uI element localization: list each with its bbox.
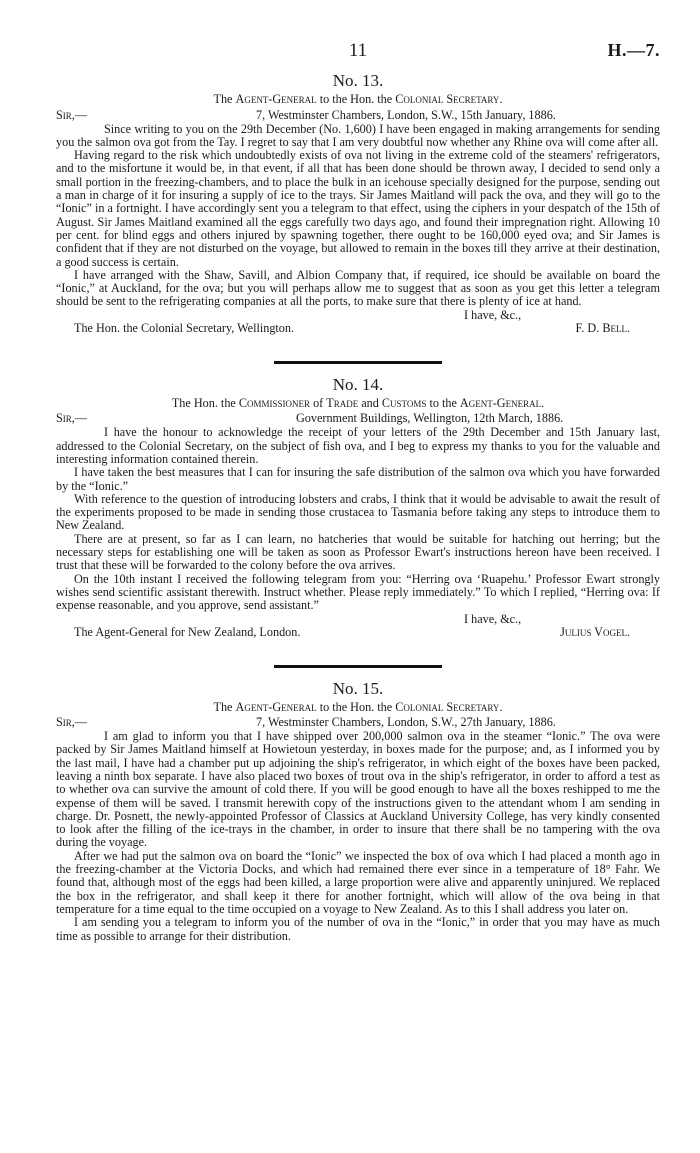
- sender-address: 7, Westminster Chambers, London, S.W., 15th January, 1886.: [256, 107, 556, 122]
- sender-address: 7, Westminster Chambers, London, S.W., 27th January, 1886.: [256, 715, 556, 730]
- sender-address: Government Buildings, Wellington, 12th March, 1886.: [296, 411, 564, 426]
- closing-row: [56, 613, 660, 626]
- salutation-address-row: [56, 412, 660, 426]
- letter-no-15: [56, 678, 660, 943]
- paragraph: Having regard to the risk which undoubtedly exists of ova not living in the extreme cold of the steamers' refrigerators, and to the misfortune it would be, in that event, if all that has been done should be thrown away, I decided to send only a small portion in the freezing-chambers, and to place the bulk in an icehouse specially designed for the purpose, sending out a man in charge of it for insuring a supply of ice to the trays. Sir James Maitland will pack the ova, and they will go to the “Ionic” in a fortnight. I have accordingly sent you a telegram to that effect, using the ciphers in your despatch of the 15th of August. Sir James Maitland examined all the eggs carefully two days ago, and found their impregnation right. Allowing 10 per cent. for blind eggs and others injured by spawning together, there ought to be 160,000 eyed ova; and Sir James is confident that if they are not disturbed on the voyage, but allowed to remain in the boxes till they arrive at their destination, a good success is certain.: [56, 148, 660, 269]
- letter-heading: The Agent-General to the Hon. the Colonial Secretary.: [213, 92, 503, 107]
- closing: I have, &c.,: [464, 611, 522, 626]
- paragraph: I am glad to inform you that I have shipped over 200,000 salmon ova in the steamer “Ionic.” The ova were packed by Sir James Maitland himself at Howietoun yesterday, in boxes made for the purpose; and, as I informed you by the last mail, I have had a chamber put up adjoining the ship's refrigerator, in which eight of the boxes have been packed, leaving a ninth box separate. I have also placed two boxes of trout ova in the ship's refrigerator, in order to afford a test as to whether ova can survive the amount of cold there. If you will be good enough to have all the boxes reshipped to me the expense of them will be saved. I transmit herewith copy of the instructions given to the attendant whom I am sending in charge. Dr. Posnett, the newly-appointed Professor of Classics at Auckland University College, has very kindly consented to look after the filling of the ice-trays in the chamber, in order to insure that there shall be no tampering with the ova during the voyage.: [56, 729, 660, 850]
- paragraph: I am sending you a telegram to inform you of the number of ova in the “Ionic,” in order that you may have as much time as possible to arrange for their distribution.: [56, 915, 660, 943]
- paragraph: On the 10th instant I received the following telegram from you: “Herring ova ‘Ruapehu.’ Professor Ewart strongly wishes send scientific assistant therewith. Instruct whether. Please reply immediately.” To which I replied, “Herring ova: If expense reasonable, and you approve, send assistant.”: [56, 571, 660, 613]
- letter-no-13: [56, 71, 660, 335]
- section-divider: [274, 361, 442, 364]
- salutation: Sir,—: [56, 107, 88, 122]
- salutation: Sir,—: [56, 411, 88, 426]
- paragraph: With reference to the question of introducing lobsters and crabs, I think that it would be advisable to await the result of the experiments proposed to be made in sending those crustacea to Tasmania before taking any steps to introduce them to New Zealand.: [56, 491, 660, 533]
- document-reference: H.—7.: [607, 40, 660, 60]
- section-divider: [274, 665, 442, 668]
- page-number: 11: [348, 40, 368, 61]
- letter-heading: The Hon. the Commissioner of Trade and Customs to the Agent-General.: [171, 396, 545, 411]
- letter-number: No. 15.: [332, 678, 384, 698]
- addressee-row: [56, 322, 660, 335]
- signature: F. D. Bell.: [575, 320, 630, 335]
- page-header: [56, 40, 660, 70]
- salutation-address-row: [56, 716, 660, 730]
- paragraph: I have taken the best measures that I can for insuring the safe distribution of the salmon ova which you have forwarded by the “Ionic.”: [56, 465, 660, 493]
- addressee: The Hon. the Colonial Secretary, Wellington.: [74, 320, 295, 335]
- salutation: Sir,—: [56, 715, 88, 730]
- paragraph: There are at present, so far as I can learn, no hatcheries that would be suitable for hatching out herring; but the necessary steps for establishing one will be taken as soon as Professor Ewart's instructions hereon have been received. I trust that these will be forwarded to the colony before the ova arrives.: [56, 531, 660, 573]
- signature: Julius Vogel.: [560, 624, 630, 639]
- letter-number: No. 14.: [332, 374, 384, 394]
- paragraph: After we had put the salmon ova on board the “Ionic” we inspected the box of ova which I had placed a month ago in the freezing-chamber at the Victoria Docks, and which had remained there ever since in a temperature of 18° Fahr. We found that, although most of the eggs had been killed, a large proportion were alive and apparently uninjured. We replaced the box in the refrigerator, and shall keep it there for another fortnight, which will allow of the ova being in that temperature for a time equal to the time occupied on a voyage to New Zealand. As to this I shall address you later on.: [56, 848, 660, 916]
- paragraph: Since writing to you on the 29th December (No. 1,600) I have been engaged in making arrangements for sending you the salmon ova got from the Tay. I regret to say that I am very doubtful now whether any Rhine ova will come after all.: [56, 121, 660, 149]
- salutation-address-row: [56, 109, 660, 123]
- paragraph: I have arranged with the Shaw, Savill, and Albion Company that, if required, ice should be available on board the “Ionic,” at Auckland, for the ova; but you will perhaps allow me to suggest that as soon as you get this letter a telegram should be sent to the refrigerating companies at all the ports, to make sure that there is plenty of ice at hand.: [56, 267, 660, 309]
- closing-row: [56, 309, 660, 322]
- addressee-row: [56, 626, 660, 639]
- addressee: The Agent-General for New Zealand, London.: [74, 624, 301, 639]
- letter-heading: The Agent-General to the Hon. the Colonial Secretary.: [213, 699, 503, 714]
- letter-no-14: [56, 374, 660, 639]
- paragraph: I have the honour to acknowledge the receipt of your letters of the 29th December and 15th January last, addressed to the Colonial Secretary, on the subject of fish ova, and I beg to express my thanks to you for the valuable and interesting information contained therein.: [56, 425, 660, 466]
- letter-number: No. 13.: [332, 71, 384, 90]
- closing: I have, &c.,: [464, 307, 522, 322]
